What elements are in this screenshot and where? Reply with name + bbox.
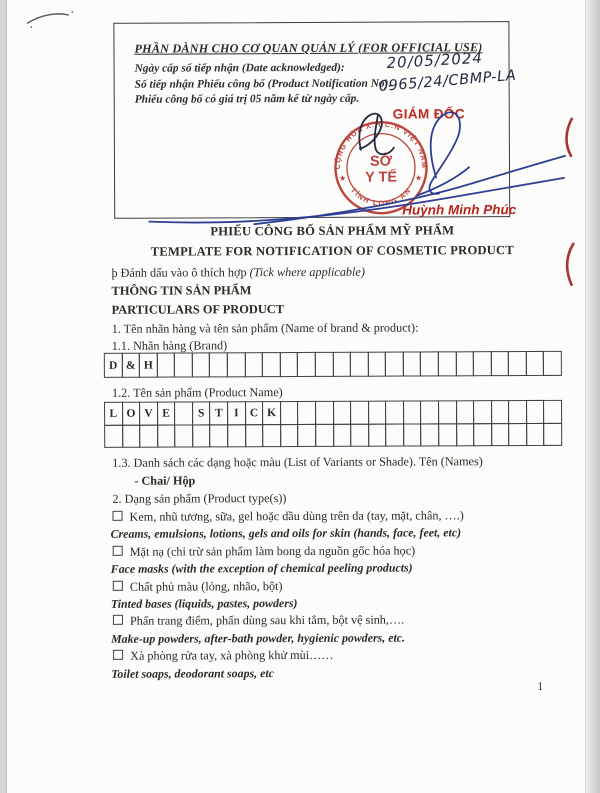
grid-cell bbox=[420, 400, 439, 424]
grid-cell bbox=[157, 353, 176, 378]
corner-scribble bbox=[27, 14, 68, 23]
grid-cell bbox=[491, 423, 510, 447]
grid-cell bbox=[227, 352, 246, 377]
handwritten-notification-value: 0965/24/CBMP-LA bbox=[378, 67, 517, 96]
grid-cell bbox=[456, 400, 475, 424]
grid-cell bbox=[367, 352, 386, 377]
tick-instruction-en: (Tick where applicable) bbox=[249, 264, 365, 280]
grid-cell bbox=[245, 424, 264, 448]
grid-cell bbox=[297, 352, 316, 377]
grid-cell bbox=[209, 352, 228, 377]
grid-cell: K bbox=[262, 401, 281, 425]
product-name-grid-row2 bbox=[104, 422, 562, 447]
grid-cell bbox=[403, 423, 422, 447]
tick-instruction-prefix: þ Đánh dấu vào ô thích hợp bbox=[111, 265, 250, 280]
grid-cell bbox=[157, 424, 176, 448]
signer-name: Huỳnh Minh Phúc bbox=[402, 202, 517, 218]
grid-cell bbox=[508, 351, 527, 376]
product-type-item-vi bbox=[112, 507, 562, 526]
form-title-en: TEMPLATE FOR NOTIFICATION OF COSMETIC PRODUCT bbox=[150, 243, 514, 259]
red-edge-stamp-mark bbox=[566, 119, 573, 285]
form-body bbox=[103, 220, 563, 683]
grid-cell bbox=[508, 400, 527, 424]
grid-cell bbox=[333, 423, 352, 447]
grid-cell bbox=[368, 423, 387, 447]
grid-cell bbox=[385, 401, 404, 425]
checkbox-icon bbox=[113, 615, 123, 625]
grid-cell bbox=[543, 351, 562, 376]
item-1-label: 1. Tên nhãn hàng và tên sản phẩm (Name of brand & product): bbox=[111, 320, 419, 336]
product-name-grid-row1 bbox=[104, 400, 562, 425]
product-type-label-vi: Kem, nhũ tương, sữa, gel hoặc dầu dùng trên da (tay, mặt, chân, ….) bbox=[129, 508, 464, 524]
grid-cell: E bbox=[157, 402, 176, 426]
grid-cell bbox=[473, 351, 492, 376]
item-1-2-label: 1.2. Tên sản phẩm (Product Name) bbox=[111, 385, 283, 400]
item-1-1-label: 1.1. Nhãn hàng (Brand) bbox=[111, 338, 228, 353]
product-type-list bbox=[104, 507, 563, 683]
stamp-arc-bottom-text: TỈNH LONG AN bbox=[348, 185, 414, 208]
so-y-te-stamp bbox=[332, 118, 430, 216]
product-type-item-vi bbox=[113, 646, 563, 665]
form-title-vi: PHIẾU CÔNG BỐ SẢN PHẨM MỸ PHẨM bbox=[210, 223, 455, 239]
grid-cell bbox=[192, 424, 211, 448]
grid-cell bbox=[192, 352, 211, 377]
grid-cell: & bbox=[121, 353, 140, 378]
handwritten-date-value: 20/05/2024 bbox=[386, 48, 484, 73]
grid-cell bbox=[333, 401, 352, 425]
grid-cell bbox=[332, 352, 351, 377]
grid-cell bbox=[174, 352, 193, 377]
item-1-3-label: 1.3. Danh sách các dạng hoặc màu (List of Variants or Shade). Tên (Names) bbox=[112, 454, 483, 470]
product-type-item-vi bbox=[113, 576, 563, 595]
official-use-heading: PHẦN DÀNH CHO CƠ QUAN QUẢN LÝ (FOR OFFICIAL USE) bbox=[134, 40, 483, 56]
grid-cell bbox=[262, 352, 281, 377]
grid-cell bbox=[174, 401, 193, 425]
brand-letter-grid bbox=[104, 351, 562, 378]
tick-instruction bbox=[111, 262, 561, 282]
date-acknowledged-label: Ngày cấp số tiếp nhận (Date acknowledged): bbox=[134, 61, 345, 75]
grid-cell bbox=[403, 351, 422, 376]
grid-cell bbox=[526, 351, 545, 376]
corner-scribble bbox=[30, 26, 32, 28]
grid-cell bbox=[526, 400, 545, 424]
corner-scribble bbox=[71, 11, 73, 13]
grid-cell: O bbox=[122, 402, 141, 426]
variant-value: - Chai/ Hộp bbox=[134, 473, 196, 488]
grid-cell bbox=[456, 423, 475, 447]
grid-cell: H bbox=[139, 353, 158, 378]
item-2-label: 2. Dạng sản phẩm (Product type(s)) bbox=[112, 491, 287, 506]
grid-cell bbox=[473, 400, 492, 424]
grid-cell bbox=[280, 352, 299, 377]
grid-cell bbox=[526, 422, 545, 446]
grid-cell: C bbox=[245, 401, 264, 425]
product-type-label-en: Tinted bases (liquids, pastes, powders) bbox=[110, 596, 298, 611]
product-type-label-en: Make-up powders, after-bath powder, hygienic powders, etc. bbox=[111, 630, 406, 646]
product-type-label-vi: Phấn trang điểm, phấn dùng sau khi tắm, bột vệ sinh,…. bbox=[129, 612, 405, 629]
validity-note: Phiếu công bố có giá trị 05 năm kể từ ngày cấp. bbox=[134, 92, 360, 106]
section-info-en: PARTICULARS OF PRODUCT bbox=[111, 302, 285, 317]
page-number: 1 bbox=[537, 678, 544, 693]
product-type-label-vi: Chất phủ màu (lỏng, nhão, bột) bbox=[129, 578, 283, 594]
grid-cell bbox=[280, 401, 299, 425]
grid-cell bbox=[544, 422, 563, 446]
product-type-item-vi bbox=[113, 611, 563, 630]
grid-cell bbox=[368, 401, 387, 425]
grid-cell: T bbox=[209, 401, 228, 425]
grid-cell bbox=[473, 423, 492, 447]
grid-cell bbox=[403, 400, 422, 424]
grid-cell bbox=[491, 351, 510, 376]
grid-cell bbox=[104, 424, 123, 448]
grid-cell bbox=[438, 351, 457, 376]
checkbox-icon bbox=[113, 580, 123, 590]
product-type-label-en: Creams, emulsions, lotions, gels and oils for skin (hands, face, feet, etc) bbox=[110, 525, 462, 542]
product-type-label-en: Face masks (with the exception of chemical peeling products) bbox=[110, 560, 413, 577]
grid-cell bbox=[315, 423, 334, 447]
grid-cell bbox=[122, 424, 141, 448]
grid-cell bbox=[210, 424, 229, 448]
product-type-label-vi: Xà phòng rửa tay, xà phòng khử mùi…… bbox=[130, 648, 334, 663]
grid-cell bbox=[543, 400, 562, 424]
product-type-label-vi: Mặt nạ (chỉ trừ sản phẩm làm bong da nguồn gốc hóa học) bbox=[129, 543, 416, 559]
director-title: GIÁM ĐỐC bbox=[392, 106, 466, 122]
checkbox-icon bbox=[113, 650, 123, 660]
grid-cell bbox=[438, 400, 457, 424]
star-icon: ★ bbox=[339, 173, 347, 183]
grid-cell bbox=[139, 424, 158, 448]
checkbox-icon bbox=[113, 546, 123, 556]
grid-cell bbox=[174, 424, 193, 448]
stamp-arc-top-text: CỘNG HÒA X.H.C.N VIỆT NAM bbox=[332, 119, 430, 170]
grid-cell: S bbox=[192, 401, 211, 425]
grid-cell: I bbox=[227, 401, 246, 425]
grid-cell bbox=[438, 423, 457, 447]
grid-cell: L bbox=[104, 402, 123, 426]
grid-cell bbox=[491, 400, 510, 424]
grid-cell bbox=[244, 352, 263, 377]
star-icon: ★ bbox=[415, 173, 423, 183]
grid-cell bbox=[350, 352, 369, 377]
grid-cell bbox=[350, 401, 369, 425]
grid-cell bbox=[297, 423, 316, 447]
grid-cell bbox=[297, 401, 316, 425]
grid-cell bbox=[421, 423, 440, 447]
stamp-center-line1: SỞ bbox=[369, 153, 393, 170]
notification-no-label: Số tiếp nhận Phiếu công bố (Product Notification No): bbox=[134, 77, 393, 91]
product-type-label-en: Toilet soaps, deodorant soaps, etc bbox=[111, 665, 274, 681]
svg-text:TỈNH LONG AN bbox=[349, 186, 413, 208]
grid-cell bbox=[315, 352, 334, 377]
stamp-center-line2: Y TẾ bbox=[365, 169, 398, 186]
grid-cell bbox=[455, 351, 474, 376]
grid-cell bbox=[420, 351, 439, 376]
section-info-vi: THÔNG TIN SẢN PHẨM bbox=[111, 283, 252, 298]
checkbox-icon bbox=[112, 511, 122, 521]
grid-cell: D bbox=[104, 353, 123, 378]
grid-cell bbox=[315, 401, 334, 425]
grid-cell bbox=[262, 424, 281, 448]
grid-cell bbox=[385, 423, 404, 447]
grid-cell: V bbox=[139, 402, 158, 426]
grid-cell bbox=[227, 424, 246, 448]
grid-cell bbox=[280, 424, 299, 448]
product-type-item-vi bbox=[113, 542, 563, 561]
grid-cell bbox=[385, 352, 404, 377]
grid-cell bbox=[508, 423, 527, 447]
grid-cell bbox=[350, 423, 369, 447]
